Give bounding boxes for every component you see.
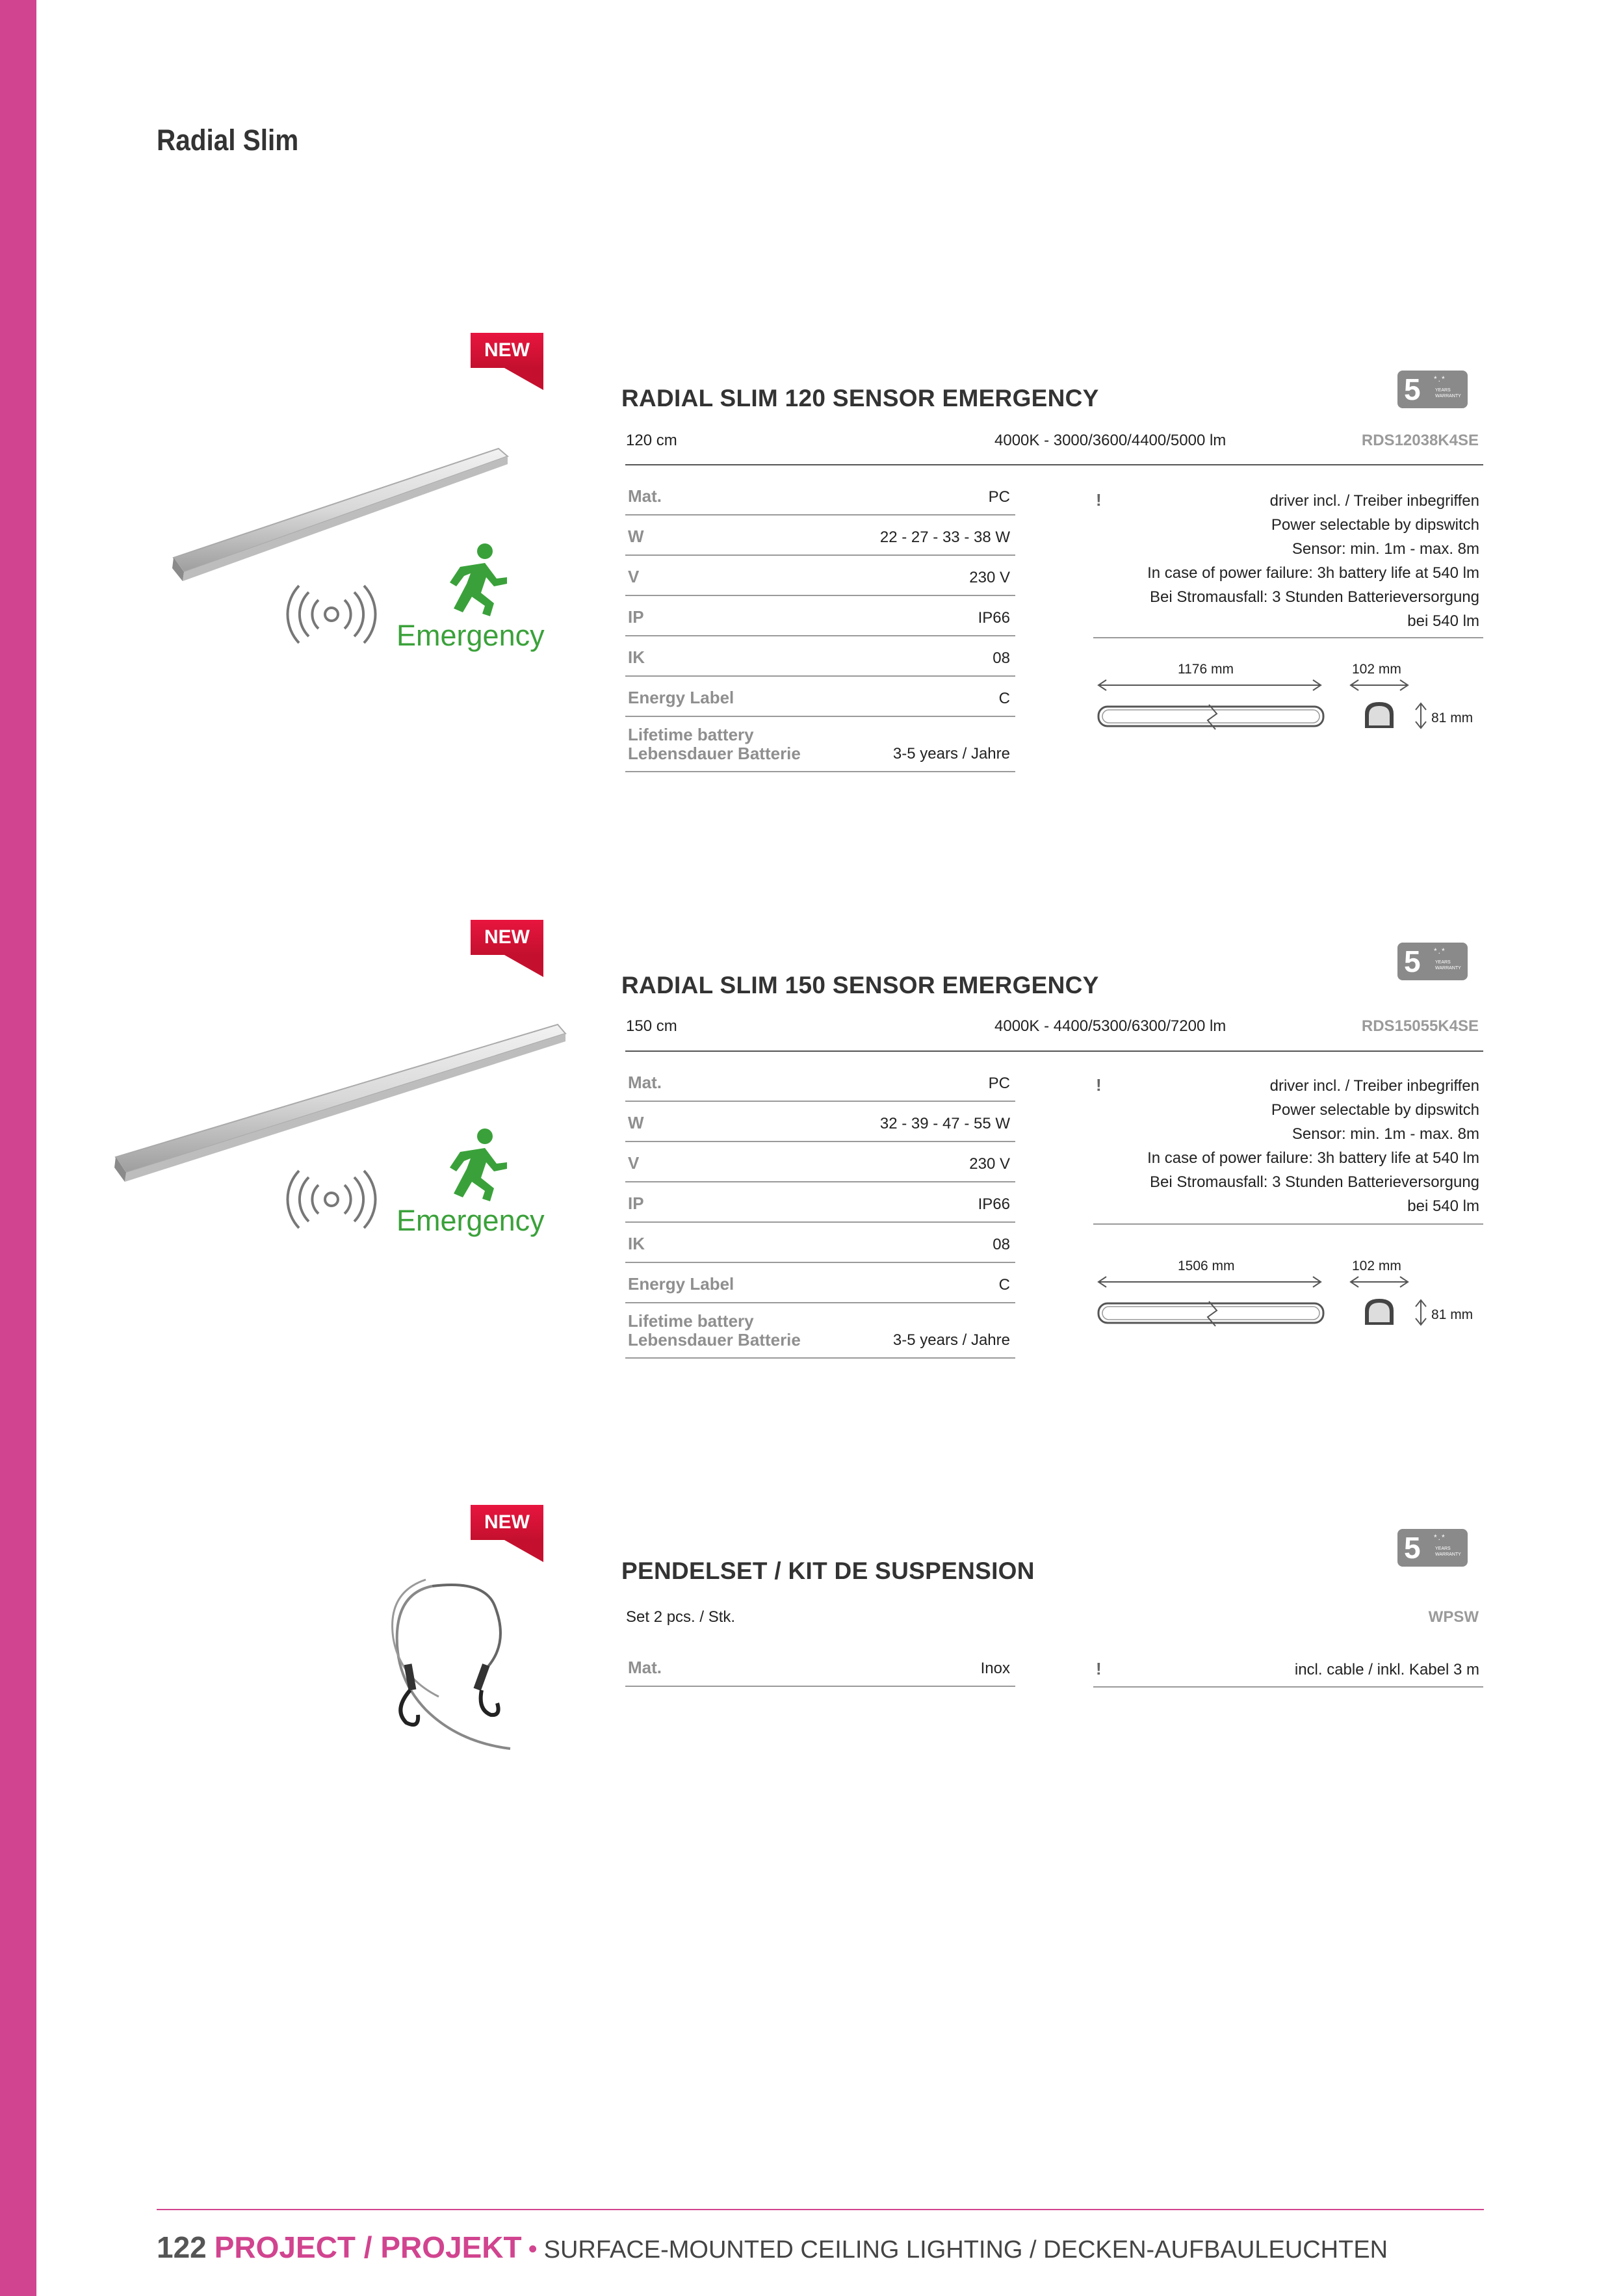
spec-row: W 32 - 39 - 47 - 55 W — [625, 1101, 1015, 1142]
product-title: PENDELSET / KIT DE SUSPENSION — [621, 1558, 1035, 1584]
dimension-drawing — [1092, 1273, 1456, 1344]
spec-row: Lifetime battery Lebensdauer Batterie 3-5 years / Jahre — [625, 716, 1015, 772]
spec-row: W 22 - 27 - 33 - 38 W — [625, 515, 1015, 556]
footer-description: SURFACE-MOUNTED CEILING LIGHTING / DECKEN-AUFBAULEUCHTEN — [543, 2236, 1388, 2263]
spec-row: Energy Label C — [625, 676, 1015, 717]
spec-row: IK 08 — [625, 1222, 1015, 1263]
warranty-badge: 5 *.* YEARS WARRANTY — [1397, 1529, 1468, 1567]
emergency-label: Emergency — [396, 619, 545, 652]
divider — [625, 1050, 1483, 1052]
spec-row: V 230 V — [625, 555, 1015, 596]
product-code: WPSW — [1428, 1608, 1479, 1626]
spec-row: IP IP66 — [625, 1182, 1015, 1223]
spec-row: Mat. PC — [625, 475, 1015, 515]
side-color-bar — [0, 0, 36, 2296]
emergency-exit-icon — [434, 541, 512, 619]
warranty-badge: 5 *.* YEARS WARRANTY — [1397, 371, 1468, 408]
page-number: 122 — [157, 2230, 207, 2264]
spec-row: V 230 V — [625, 1141, 1015, 1182]
sensor-icon — [283, 1167, 380, 1232]
emergency-label: Emergency — [396, 1204, 545, 1237]
product-code: RDS15055K4SE — [1361, 1017, 1479, 1035]
dimension-width: 102 mm — [1352, 1259, 1401, 1273]
spec-row: Energy Label C — [625, 1262, 1015, 1303]
footer-section: PROJECT / PROJEKT — [214, 2230, 522, 2264]
product-size: 120 cm — [626, 432, 677, 449]
product-title: RADIAL SLIM 120 SENSOR EMERGENCY — [621, 385, 1099, 411]
spec-row: IP IP66 — [625, 595, 1015, 636]
product-light-output: 4000K - 4400/5300/6300/7200 lm — [994, 1017, 1227, 1035]
product-size: Set 2 pcs. / Stk. — [626, 1608, 736, 1626]
dimension-drawing — [1092, 676, 1456, 748]
section-title: Radial Slim — [157, 124, 299, 157]
page-footer — [157, 2230, 1388, 2265]
spec-row: Mat. Inox — [625, 1646, 1015, 1687]
spec-row: Mat. PC — [625, 1061, 1015, 1102]
emergency-exit-icon — [434, 1126, 512, 1204]
product-light-output: 4000K - 3000/3600/4400/5000 lm — [994, 432, 1227, 449]
new-badge: NEW — [471, 920, 543, 976]
dimension-width: 102 mm — [1352, 662, 1401, 677]
product-title: RADIAL SLIM 150 SENSOR EMERGENCY — [621, 972, 1099, 998]
new-badge: NEW — [471, 1505, 543, 1561]
suspension-cable-image — [380, 1567, 530, 1762]
dimension-height: 81 mm — [1431, 1307, 1474, 1322]
spec-row: Lifetime battery Lebensdauer Batterie 3-5 years / Jahre — [625, 1303, 1015, 1359]
spec-row: IK 08 — [625, 636, 1015, 677]
product-code: RDS12038K4SE — [1361, 432, 1479, 449]
dimension-length: 1506 mm — [1178, 1259, 1235, 1273]
sensor-icon — [283, 582, 380, 647]
new-badge: NEW — [471, 333, 543, 389]
dimension-length: 1176 mm — [1178, 662, 1234, 677]
warranty-badge: 5 *.* YEARS WARRANTY — [1397, 943, 1468, 980]
product-size: 150 cm — [626, 1017, 677, 1035]
divider — [625, 464, 1483, 465]
footer-divider — [157, 2209, 1484, 2210]
dimension-height: 81 mm — [1431, 711, 1474, 725]
footer-bullet: • — [528, 2235, 538, 2263]
